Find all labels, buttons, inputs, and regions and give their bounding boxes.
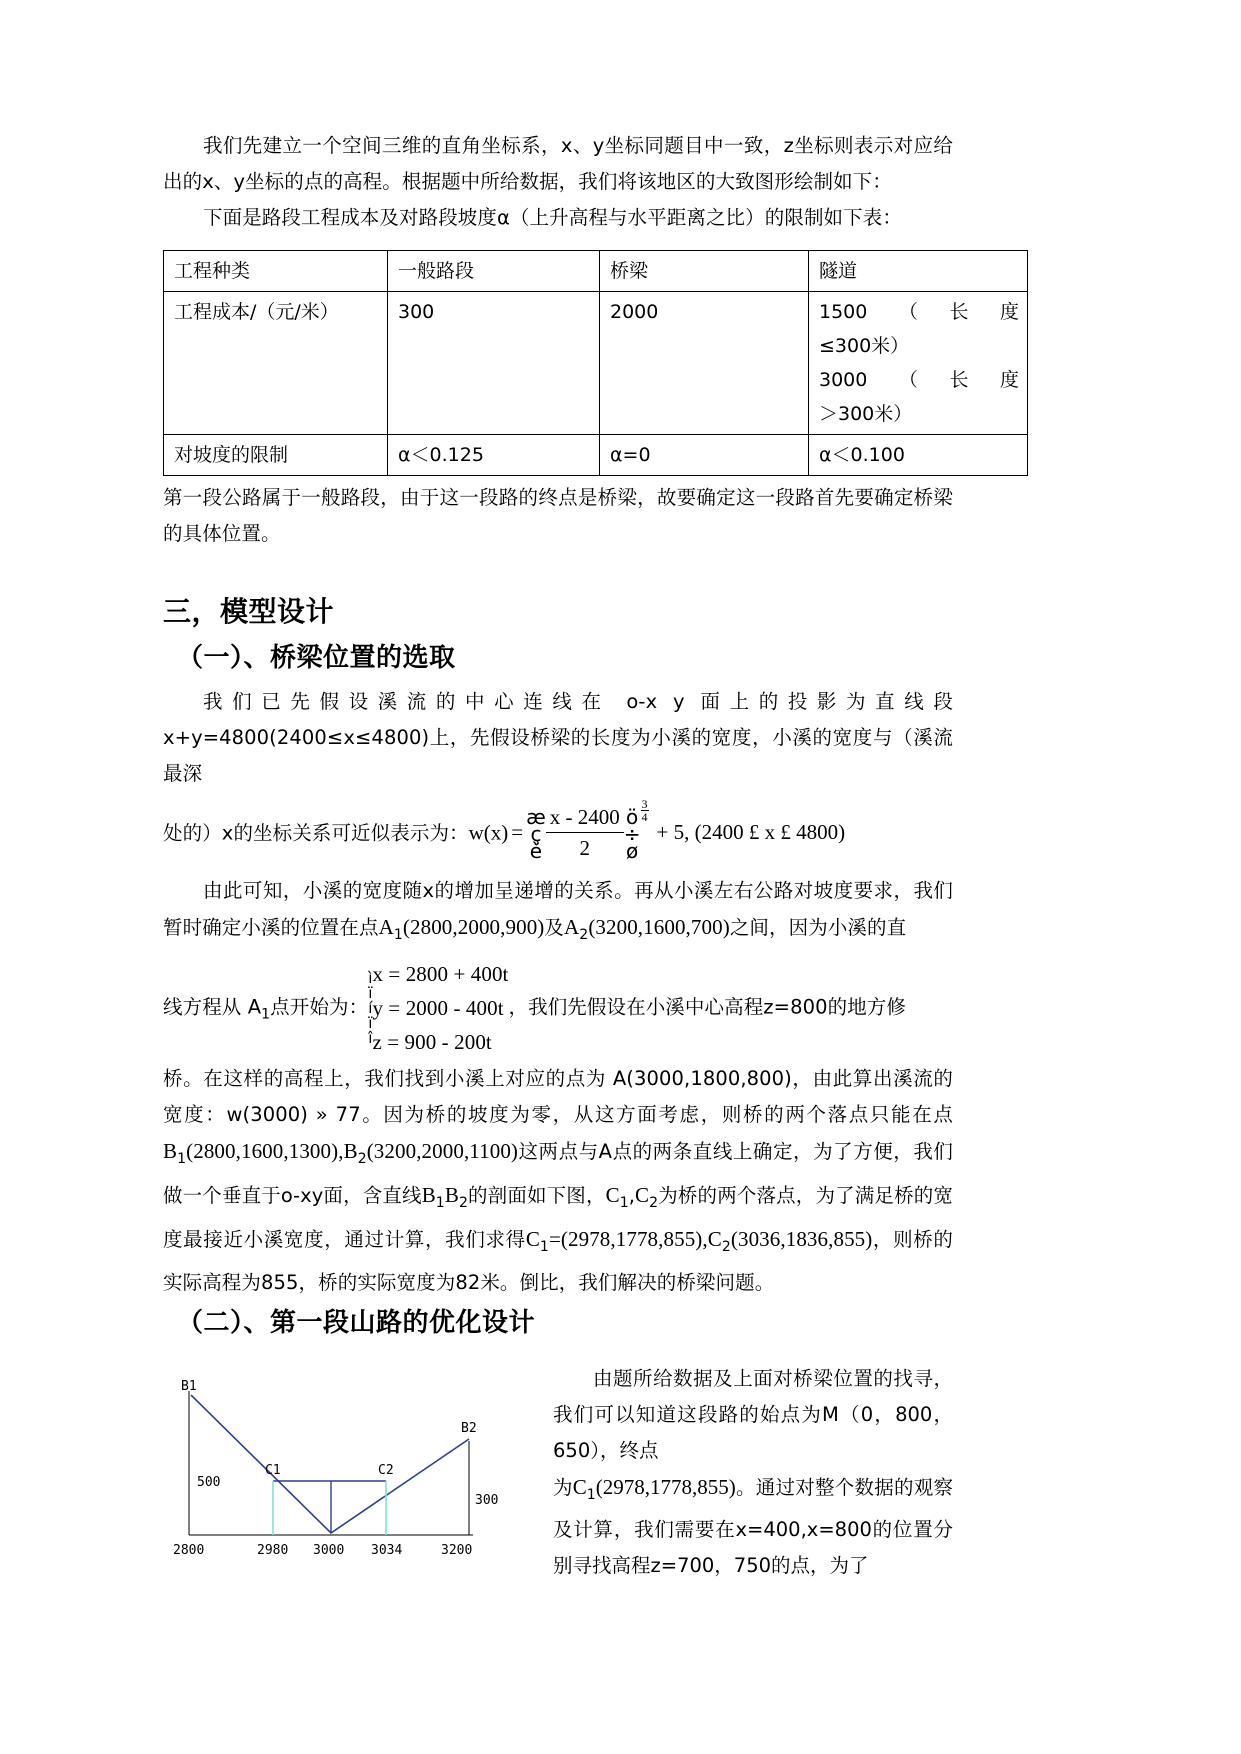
formula-left-bracket — [526, 805, 546, 863]
bridge-paragraph-line-1: 我们已先假设溪流的中心连线在 o‑x y 面上的投影为直线段 — [203, 690, 953, 713]
figure-tick-3034: 3034 — [371, 1542, 403, 1558]
point-a1-subscript: 1 — [393, 926, 403, 943]
table-header-cell-tunnel: 隧道 — [809, 251, 1028, 292]
figure-label-c2: C2 — [378, 1462, 394, 1478]
left-bracket-mid: ç — [530, 822, 542, 846]
point-c1-inline-label: C — [605, 1182, 620, 1207]
table-row — [164, 435, 1028, 476]
bridge-paragraph-3: 桥。在这样的高程上，我们找到小溪上对应的点为 A(3000,1800,800)，由此算出溪流的宽度：w(3000) » 77。因为桥的坡度为零，从这方面考虑，则桥的两个落点只能在点$B_1(2800,1600,1300),B_2(3200,2000,1100)$这两点与A点的两条直线上确定，为了方便，我们做一个垂直于o‑xy面，含直线$B_1B_2$的剖面如下图，$C_1,C_2$为桥的两个落点，为了满足桥的宽度最接近小溪宽度，通过计算，我们求得$C_1=(2978,1778,855),C_2(3036,1836,855)$，则桥的实际高程为855，桥的实际宽度为82米。倒比，我们解决的桥梁问题。 — [163, 1066, 953, 1294]
point-b2-subscript: 2 — [357, 1150, 367, 1167]
right-column-paragraph-a: 由题所给数据及上面对桥梁位置的找寻，我们可以知道这段路的始点为M（0，800，650），终点 — [553, 1366, 953, 1462]
line-equation-prefix: 线方程从 A — [163, 995, 262, 1019]
line-equation-prefix-tail: 点开始为： — [270, 995, 369, 1019]
result-c1-subscript: 1 — [539, 1238, 549, 1255]
right-text-column — [553, 1361, 953, 1585]
line-b1b2-sub2: 2 — [458, 1194, 468, 1211]
point-b2-coords: (3200,2000,1100) — [366, 1138, 519, 1163]
formula-w-row — [163, 797, 953, 865]
figure-column — [163, 1361, 553, 1585]
figure-tick-3200: 3200 — [441, 1542, 473, 1558]
exponent-numerator: 3 — [641, 797, 648, 811]
intro-paragraph-1: 我们先建立一个空间三维的直角坐标系，x、y坐标同题目中一致，z坐标则表示对应给出的x、y坐标的点的高程。根据题中所给数据，我们将该地区的大致图形绘制如下： — [163, 134, 953, 193]
tunnel-cost-line-4: ＞300米） — [819, 403, 913, 425]
formula-tail: + 5, (2400 £ x £ 4800) — [656, 820, 846, 845]
result-c2-subscript: 2 — [721, 1238, 731, 1255]
system-equation-row — [163, 957, 953, 1059]
figure-label-left-value: 500 — [197, 1474, 221, 1490]
point-b1-coords: (2800,1600,1300), — [186, 1138, 344, 1163]
formula-lhs: w(x) — [468, 820, 509, 845]
point-a1-label: A — [378, 915, 394, 939]
formula-numerator: x - 2400 — [546, 802, 624, 833]
table-cell-cost-tunnel — [809, 292, 1028, 435]
point-a1-coords: (2800,2000,900) — [402, 915, 545, 939]
bridge-paragraph-7-text: ，则桥的实际高程为855，桥的实际宽度为82米。倒比，我们解决的桥梁问题。 — [163, 1227, 953, 1294]
exponent-denominator: 4 — [641, 810, 648, 824]
heading-bridge-location: （一）、桥梁位置的选取 — [177, 643, 456, 673]
line-b1b2-first: B — [421, 1182, 436, 1207]
system-equation-y: y = 2000 - 400t — [372, 995, 504, 1020]
cross-section-figure — [173, 1378, 499, 1573]
point-b1-subscript: 1 — [177, 1150, 187, 1167]
right-column-c1-label: C — [572, 1474, 587, 1499]
bridge-paragraph-3-text: 桥。在这样的高程上，我们找到小溪上对应的点为 A(3000,1800,800)，由此算出溪流的宽度：w(3000) » 77。因为桥的坡度为零，从这方面考虑，则桥的两个落点只能在点 — [163, 1066, 953, 1126]
point-a2-subscript: 2 — [579, 926, 589, 943]
bottom-section — [163, 1361, 953, 1585]
bridge-paragraph-2 — [163, 873, 953, 953]
figure-label-b1: B1 — [181, 1378, 197, 1394]
point-c2-inline-subscript: 2 — [649, 1194, 659, 1211]
figure-tick-2980: 2980 — [257, 1542, 289, 1558]
point-c2-inline-label: C — [635, 1182, 650, 1207]
right-column-paragraph-b: 为 — [553, 1475, 573, 1499]
after-table-paragraph: 第一段公路属于一般路段，由于这一段路的终点是桥梁，故要确定这一段路首先要确定桥梁的具体位置。 — [163, 486, 953, 545]
bridge-paragraph-5-text: 的剖面如下图， — [467, 1183, 606, 1207]
heading-model-design: 三，模型设计 — [163, 595, 335, 628]
table-cell-slope-general: α＜0.125 — [388, 435, 600, 476]
right-bracket-mid: ÷ — [623, 822, 641, 846]
line-b1b2-second: B — [444, 1182, 459, 1207]
left-bracket-bot: è — [529, 839, 543, 863]
system-brace: ì ï í ï î — [368, 969, 373, 1048]
left-bracket-top: æ — [526, 805, 546, 829]
right-bracket-bot: ø — [626, 839, 639, 863]
table-row — [164, 292, 1028, 435]
table-header-row — [164, 251, 1028, 292]
page-content — [163, 128, 1019, 1584]
point-join: 及 — [544, 916, 565, 939]
result-c2-label: C — [707, 1226, 722, 1251]
tunnel-cost-line-1: 1500（长度 — [819, 301, 1019, 323]
bridge-paragraph-2-tail: 之间，因为小溪的直 — [729, 916, 907, 939]
result-c1-label: C — [525, 1226, 540, 1251]
bridge-paragraph-4-text: 这两点与A点的两条直线上确定，为了方便，我们做一个垂直于o‑xy面，含直线 — [163, 1139, 953, 1207]
figure-label-b2: B2 — [461, 1420, 477, 1436]
formula-fraction — [546, 802, 624, 863]
heading-first-mountain-road: （二）、第一段山路的优化设计 — [177, 1307, 536, 1338]
tunnel-cost-line-3: 3000（长度 — [819, 369, 1019, 391]
line-b1b2-sub1: 1 — [435, 1194, 445, 1211]
valley-profile-line — [191, 1395, 469, 1533]
intro-paragraph-2: 下面是路段工程成本及对路段坡度α（上升高程与水平距离之比）的限制如下表： — [203, 206, 902, 229]
right-column-paragraph-c: 。通过对整个数据的观察及计算，我们需要在x=400,x=800的位置分别寻找高程z=700，750的点，为了 — [553, 1475, 953, 1578]
line-equation-suffix: ，我们先假设在小溪中心高程z=800的地方修 — [508, 995, 906, 1019]
system-equation-z: z = 900 - 200t — [372, 1029, 492, 1054]
table-header-cell-kind: 工程种类 — [164, 251, 388, 292]
system-equation-x: x = 2800 + 400t — [372, 961, 509, 986]
table-cell-cost-bridge: 2000 — [600, 292, 809, 435]
bridge-paragraph-line-2: x+y=4800(2400≤x≤4800)上，先假设桥梁的长度为小溪的宽度，小溪的宽度与（溪流最深 — [163, 726, 953, 785]
point-a2-label: A — [564, 915, 580, 939]
right-column-c1-value: (2978,1778,855) — [595, 1474, 736, 1499]
formula-lead-text: 处的）x的坐标关系可近似表示为： — [163, 821, 469, 845]
point-a2-coords: (3200,1600,700) — [588, 915, 730, 939]
formula-right-bracket — [623, 805, 641, 863]
point-b1-label: B — [163, 1138, 178, 1163]
right-column-c1-subscript: 1 — [586, 1486, 596, 1503]
point-c1-inline-subscript: 1 — [619, 1194, 629, 1211]
figure-label-c1: C1 — [265, 1462, 281, 1478]
system-equations — [372, 957, 508, 1059]
table-header-cell-general: 一般路段 — [388, 251, 600, 292]
engineering-cost-table — [163, 250, 1028, 476]
table-header-cell-bridge: 桥梁 — [600, 251, 809, 292]
formula-denominator: 2 — [579, 836, 591, 860]
table-cell-slope-bridge: α=0 — [600, 435, 809, 476]
line-equation-prefix-subscript: 1 — [261, 1006, 271, 1023]
result-c2-value: (3036,1836,855) — [730, 1226, 873, 1251]
result-c1-value: =(2978,1778,855), — [548, 1226, 708, 1251]
table-cell-cost-general: 300 — [388, 292, 600, 435]
bridge-paragraph-6-text: 为桥的两个落点，为了满足桥的宽度最接近小溪宽度，通过计算，我们求得 — [163, 1183, 953, 1251]
figure-label-right-value: 300 — [475, 1492, 499, 1508]
right-bracket-top: ö — [626, 805, 639, 829]
bridge-paragraph-2-text: 由此可知，小溪的宽度随x的增加呈递增的关系。再从小溪左右公路对坡度要求，我们暂时确定小溪的位置在点 — [163, 879, 953, 939]
table-cell-cost-label: 工程成本/（元/米） — [164, 292, 388, 435]
table-cell-slope-tunnel: α＜0.100 — [809, 435, 1028, 476]
table-cell-slope-label: 对坡度的限制 — [164, 435, 388, 476]
tunnel-cost-line-2: ≤300米） — [819, 335, 910, 357]
figure-tick-3000: 3000 — [313, 1542, 345, 1558]
figure-tick-2800: 2800 — [173, 1542, 205, 1558]
formula-equals: = — [511, 820, 524, 845]
formula-exponent — [641, 798, 649, 823]
point-b2-label: B — [343, 1138, 358, 1163]
